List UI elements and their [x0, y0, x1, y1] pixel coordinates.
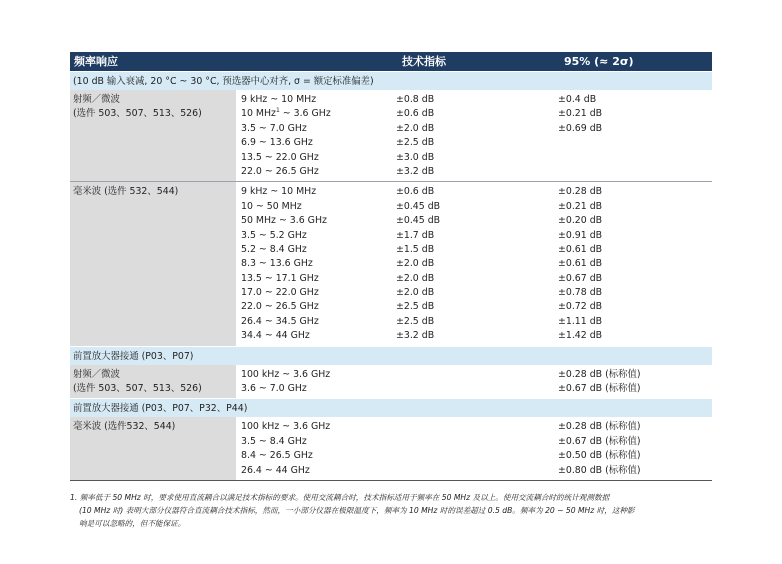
frequency-range-cell: 50 MHz ~ 3.6 GHz [241, 215, 327, 227]
typical-95-cell [558, 165, 712, 179]
group-label-line: 射频／微波 [73, 368, 120, 380]
frequency-response-table [70, 52, 712, 481]
table-row [236, 286, 712, 300]
typical-95-cell: ±0.50 dB (标称值) [558, 450, 641, 462]
footnote-line: 1. 频率低于 50 MHz 时，要求使用直流耦合以满足技术指标的要求。使用交流耦合时，技术指标适用于频率在 50 MHz 及以上。使用交流耦合时的统计观测数据 [70, 493, 610, 502]
typical-95-cell: ±0.67 dB (标称值) [558, 435, 641, 447]
table-row [236, 368, 712, 382]
frequency-range-cell: 9 kHz ~ 10 MHz [241, 186, 317, 198]
spec-cell [396, 368, 558, 382]
frequency-range-cell: 22.0 ~ 26.5 GHz [241, 301, 319, 313]
group-label [70, 182, 236, 345]
group-label-line: (选件 503、507、513、526) [73, 382, 202, 394]
frequency-range-cell: 5.2 ~ 8.4 GHz [241, 243, 307, 255]
header-95pct: 95% (≈ 2σ) [564, 55, 634, 68]
table-row [236, 315, 712, 329]
group-label-line: 毫米波 (选件 532、544) [73, 186, 179, 198]
frequency-text: ~ 3.6 GHz [279, 108, 331, 120]
frequency-range-cell: 34.4 ~ 44 GHz [241, 330, 310, 342]
spec-cell: ±2.0 dB [396, 287, 435, 299]
frequency-range-cell [236, 107, 396, 121]
frequency-range-cell: 8.3 ~ 13.6 GHz [241, 258, 313, 270]
spec-cell: ±2.0 dB [396, 122, 435, 134]
conditions-row: (10 dB 输入衰减, 20 °C ~ 30 °C, 预选器中心对齐, σ = 额定标准偏差) [70, 71, 712, 90]
frequency-range-cell: 100 kHz ~ 3.6 GHz [241, 368, 331, 380]
header-frequency-response: 频率响应 [74, 55, 118, 68]
group-label-line: 射频／微波 [73, 94, 120, 105]
frequency-range-cell: 100 kHz ~ 3.6 GHz [241, 421, 331, 433]
table-row [236, 449, 712, 463]
spec-cell: ±0.8 dB [396, 94, 435, 105]
table-header [70, 52, 712, 71]
table-row [236, 200, 712, 214]
spec-cell [396, 420, 558, 434]
group-label-line: 毫米波 (选件532、544) [73, 421, 176, 433]
frequency-range-cell: 8.4 ~ 26.5 GHz [241, 450, 313, 462]
spec-cell: ±2.5 dB [396, 137, 435, 149]
group-label [70, 417, 236, 480]
spec-cell: ±3.0 dB [396, 151, 435, 163]
frequency-text: 10 MHz [241, 108, 276, 120]
typical-95-cell: ±0.61 dB [558, 258, 603, 270]
group-rows [236, 90, 712, 181]
table-row [236, 107, 712, 121]
table-row [236, 214, 712, 228]
group-preamp-mmwave [70, 417, 712, 480]
typical-95-cell: ±1.11 dB [558, 315, 603, 327]
spec-cell: ±0.6 dB [396, 108, 435, 120]
spec-cell: ±2.0 dB [396, 258, 435, 270]
table-row [236, 435, 712, 449]
spec-cell: ±2.5 dB [396, 315, 435, 327]
typical-95-cell: ±0.91 dB [558, 229, 603, 241]
table-row [236, 300, 712, 314]
frequency-range-cell: 17.0 ~ 22.0 GHz [241, 287, 319, 299]
spec-cell: ±0.45 dB [396, 215, 441, 227]
table-row [236, 93, 712, 107]
typical-95-cell: ±0.20 dB [558, 215, 603, 227]
group-preamp-rf [70, 365, 712, 399]
group-rows [236, 182, 712, 345]
frequency-range-cell: 26.4 ~ 44 GHz [241, 464, 310, 476]
table-row [236, 136, 712, 150]
group-rows [236, 417, 712, 480]
typical-95-cell: ±0.28 dB [558, 186, 603, 198]
typical-95-cell: ±0.4 dB [558, 94, 597, 105]
typical-95-cell: ±0.28 dB (标称值) [558, 421, 641, 433]
table-row [236, 464, 712, 478]
typical-95-cell: ±0.67 dB [558, 272, 603, 284]
frequency-range-cell: 9 kHz ~ 10 MHz [241, 94, 317, 105]
typical-95-cell: ±1.42 dB [558, 330, 603, 342]
spec-cell: ±3.2 dB [396, 330, 435, 342]
typical-95-cell: ±0.28 dB (标称值) [558, 368, 641, 380]
table-row [236, 165, 712, 179]
frequency-range-cell: 22.0 ~ 26.5 GHz [241, 165, 319, 177]
table-row [236, 329, 712, 343]
footnote-line: 响是可以忽略的，但不能保证。 [79, 519, 186, 528]
typical-95-cell: ±0.80 dB (标称值) [558, 464, 641, 476]
frequency-range-cell: 3.5 ~ 7.0 GHz [241, 122, 307, 134]
frequency-range-cell: 3.5 ~ 5.2 GHz [241, 229, 307, 241]
table-row [236, 382, 712, 396]
preamp-band-1: 前置放大器接通 (P03、P07) [70, 346, 712, 365]
typical-95-cell: ±0.78 dB [558, 287, 603, 299]
header-spec: 技术指标 [402, 55, 446, 68]
group-rf-microwave [70, 90, 712, 181]
spec-cell [396, 435, 558, 449]
frequency-range-cell: 3.6 ~ 7.0 GHz [241, 383, 307, 395]
spec-cell: ±2.0 dB [396, 272, 435, 284]
group-rows [236, 365, 712, 399]
table-row [236, 257, 712, 271]
footnote-line: (10 MHz 时) 表明大部分仪器符合直流耦合技术指标，然而，一小部分仪器在极限温度下，频率为 10 MHz 时的误差超过 0.5 dB。频率为 20 ~ 50 MHz 时，这种影 [79, 506, 635, 515]
table-row [236, 185, 712, 199]
table-row [236, 229, 712, 243]
preamp-band-2: 前置放大器接通 (P03、P07、P32、P44) [70, 398, 712, 417]
spec-cell: ±1.7 dB [396, 229, 435, 241]
table-row [236, 420, 712, 434]
spec-cell: ±2.5 dB [396, 301, 435, 313]
typical-95-cell: ±0.67 dB (标称值) [558, 383, 641, 395]
frequency-range-cell: 13.5 ~ 17.1 GHz [241, 272, 319, 284]
spec-cell [396, 382, 558, 396]
spec-cell: ±0.6 dB [396, 186, 435, 198]
typical-95-cell: ±0.72 dB [558, 301, 603, 313]
footnote-ref: 1 [275, 107, 280, 115]
table-row [236, 122, 712, 136]
spec-cell: ±1.5 dB [396, 243, 435, 255]
frequency-range-cell: 26.4 ~ 34.5 GHz [241, 315, 319, 327]
footnote [70, 491, 712, 530]
frequency-range-cell: 13.5 ~ 22.0 GHz [241, 151, 319, 163]
group-label [70, 90, 236, 181]
spec-cell [396, 464, 558, 478]
spec-cell: ±0.45 dB [396, 200, 441, 212]
frequency-range-cell: 6.9 ~ 13.6 GHz [241, 137, 313, 149]
group-label-line: (选件 503、507、513、526) [73, 108, 202, 119]
typical-95-cell: ±0.61 dB [558, 243, 603, 255]
table-row [236, 272, 712, 286]
group-label [70, 365, 236, 399]
frequency-range-cell: 10 ~ 50 MHz [241, 200, 302, 212]
table-row [236, 151, 712, 165]
typical-95-cell: ±0.69 dB [558, 122, 603, 134]
typical-95-cell [558, 136, 712, 150]
group-mmwave [70, 181, 712, 345]
table-bottom-rule [70, 480, 712, 481]
typical-95-cell: ±0.21 dB [558, 200, 603, 212]
frequency-range-cell: 3.5 ~ 8.4 GHz [241, 435, 307, 447]
spec-cell: ±3.2 dB [396, 165, 435, 177]
typical-95-cell: ±0.21 dB [558, 108, 603, 120]
spec-cell [396, 449, 558, 463]
typical-95-cell [558, 151, 712, 165]
table-row [236, 243, 712, 257]
